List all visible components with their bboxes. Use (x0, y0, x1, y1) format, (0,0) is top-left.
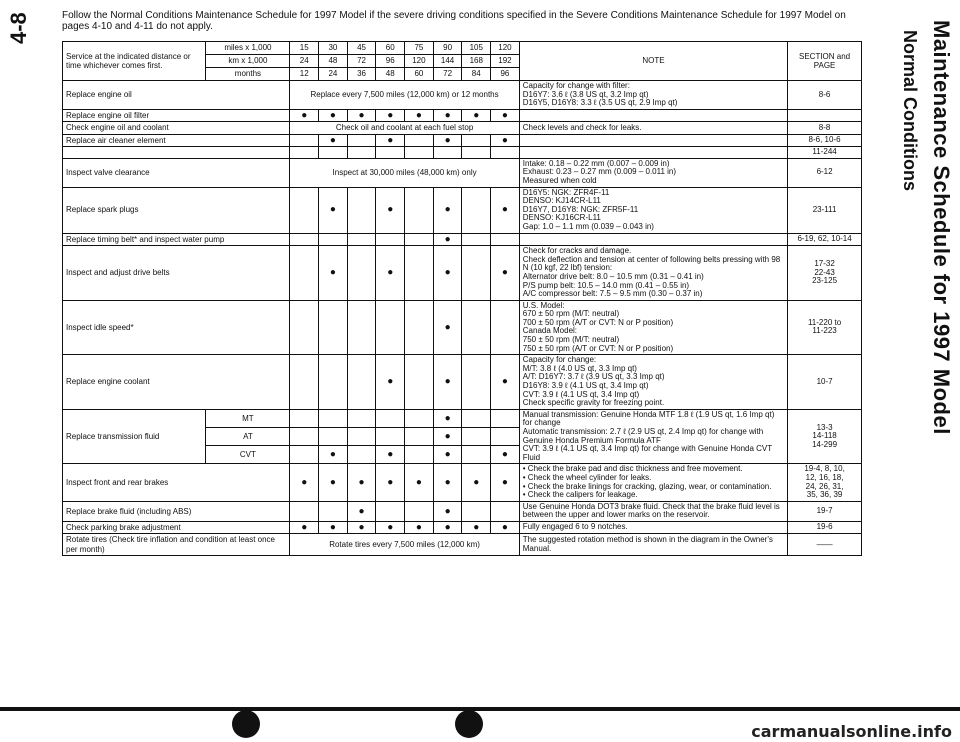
empty-cell (462, 233, 491, 246)
item-cell: Replace timing belt* and inspect water pump (63, 233, 290, 246)
empty-cell (376, 428, 405, 446)
km-cell: 120 (405, 55, 434, 68)
item-cell: Inspect front and rear brakes (63, 464, 290, 501)
service-dot: ● (376, 134, 405, 147)
item-cell: Inspect idle speed* (63, 300, 290, 355)
empty-cell (433, 147, 462, 159)
note-header: NOTE (519, 42, 787, 81)
empty-cell (491, 501, 520, 521)
service-dot: ● (462, 464, 491, 501)
miles-cell: 15 (290, 42, 319, 55)
service-dot: ● (376, 521, 405, 534)
empty-cell (462, 409, 491, 427)
service-dot: ● (433, 300, 462, 355)
interval-span: Inspect at 30,000 miles (48,000 km) only (290, 158, 519, 187)
item-cell: Check engine oil and coolant (63, 122, 290, 135)
note-cell: Capacity for change: M/T: 3.8 ℓ (4.0 US qt, 3.3 Imp qt) A/T: D16Y7: 3.7 ℓ (3.9 US qt, 3.3 Imp qt) D16Y8: 3.9 ℓ (4.1 US qt, 3.4 Imp qt) CVT: 3.9 ℓ (4.1 US qt, 3.4 Imp qt) Check specific gravity for freezing point. (519, 355, 787, 410)
empty-cell (462, 428, 491, 446)
service-dot: ● (347, 464, 376, 501)
empty-cell (405, 233, 434, 246)
empty-cell (319, 233, 348, 246)
empty-cell (319, 428, 348, 446)
service-dot: ● (491, 109, 520, 122)
schedule-row (63, 521, 862, 534)
service-dot: ● (319, 134, 348, 147)
service-dot: ● (405, 109, 434, 122)
schedule-row (63, 464, 862, 501)
note-cell: Use Genuine Honda DOT3 brake fluid. Check that the brake fluid level is between the upper and lower marks on the reservoir. (519, 501, 787, 521)
km-cell: 96 (376, 55, 405, 68)
page-number: 4-8 (6, 12, 31, 44)
page-cell: 10-7 (788, 355, 862, 410)
months-cell: 36 (347, 68, 376, 81)
empty-cell (319, 147, 348, 159)
empty-cell (290, 355, 319, 410)
schedule-row (63, 501, 862, 521)
empty-cell (347, 233, 376, 246)
service-dot: ● (433, 246, 462, 301)
months-cell: 48 (376, 68, 405, 81)
note-cell (519, 134, 787, 147)
service-dot: ● (376, 187, 405, 233)
maintenance-schedule-table (62, 41, 862, 556)
empty-cell (462, 355, 491, 410)
empty-cell (405, 134, 434, 147)
service-dot: ● (319, 187, 348, 233)
miles-label: miles x 1,000 (206, 42, 290, 55)
service-dot: ● (491, 134, 520, 147)
page-cell: 19-4, 8, 10, 12, 16, 18, 24, 26, 31, 35, 36, 39 (788, 464, 862, 501)
service-dot: ● (462, 521, 491, 534)
note-cell: • Check the brake pad and disc thickness and free movement. • Check the wheel cylinder for leaks. • Check the brake linings for cracking, glazing, wear, or contamination. • Check the calipers for leakage. (519, 464, 787, 501)
schedule-row (63, 187, 862, 233)
empty-cell (290, 147, 319, 159)
schedule-row (63, 355, 862, 410)
item-cell: Check parking brake adjustment (63, 521, 290, 534)
note-cell: Manual transmission: Genuine Honda MTF 1.8 ℓ (1.9 US qt, 1.6 Imp qt) for change Automatic transmission: 2.7 ℓ (2.9 US qt, 2.4 Imp qt) for change with Genuine Honda Premium Formula ATF CVT: 3.9 ℓ (4.1 US qt, 3.4 Imp qt) for change with Genuine Honda CVT Fluid (519, 409, 787, 464)
schedule-row (63, 147, 862, 159)
service-dot: ● (319, 464, 348, 501)
empty-cell (491, 300, 520, 355)
empty-cell (347, 147, 376, 159)
note-cell: Intake: 0.18 – 0.22 mm (0.007 – 0.009 in) Exhaust: 0.23 – 0.27 mm (0.009 – 0.011 in) Measured when cold (519, 158, 787, 187)
note-cell: Capacity for change with filter: D16Y7: 3.6 ℓ (3.8 US qt, 3.2 Imp qt) D16Y5, D16Y8: 3.3 ℓ (3.5 US qt, 2.9 Imp qt) (519, 81, 787, 110)
schedule-row (63, 122, 862, 135)
empty-cell (462, 501, 491, 521)
empty-cell (319, 501, 348, 521)
empty-cell (462, 134, 491, 147)
service-dot: ● (433, 187, 462, 233)
empty-cell (405, 446, 434, 464)
miles-cell: 75 (405, 42, 434, 55)
page-cell: 19-7 (788, 501, 862, 521)
service-dot: ● (405, 464, 434, 501)
page-cell: 11-220 to 11-223 (788, 300, 862, 355)
empty-cell (319, 300, 348, 355)
schedule-row (63, 233, 862, 246)
page-cell: 6-12 (788, 158, 862, 187)
page-cell: 8-8 (788, 122, 862, 135)
item-cell (63, 147, 290, 159)
empty-cell (491, 428, 520, 446)
item-cell: Inspect and adjust drive belts (63, 246, 290, 301)
months-cell: 84 (462, 68, 491, 81)
empty-cell (347, 428, 376, 446)
km-cell: 192 (491, 55, 520, 68)
service-dot: ● (433, 409, 462, 427)
note-cell: D16Y5: NGK: ZFR4F-11 DENSO: KJ14CR-L11 D16Y7, D16Y8: NGK: ZFR5F-11 DENSO: KJ16CR-L11 Gap: 1.0 – 1.1 mm (0.039 – 0.043 in) (519, 187, 787, 233)
service-dot: ● (376, 446, 405, 464)
service-dot: ● (319, 446, 348, 464)
binding-hole (455, 710, 483, 738)
miles-cell: 105 (462, 42, 491, 55)
km-cell: 72 (347, 55, 376, 68)
km-cell: 24 (290, 55, 319, 68)
empty-cell (405, 187, 434, 233)
miles-cell: 30 (319, 42, 348, 55)
bottom-rule (0, 707, 960, 711)
note-cell: Check levels and check for leaks. (519, 122, 787, 135)
page-cell: 6-19, 62, 10-14 (788, 233, 862, 246)
empty-cell (405, 147, 434, 159)
empty-cell (376, 501, 405, 521)
miles-cell: 90 (433, 42, 462, 55)
item-cell: Replace transmission fluid (63, 409, 206, 464)
empty-cell (347, 187, 376, 233)
empty-cell (405, 246, 434, 301)
empty-cell (347, 355, 376, 410)
note-cell (519, 147, 787, 159)
page-cell: 23-111 (788, 187, 862, 233)
item-cell: Replace engine oil filter (63, 109, 290, 122)
page-cell: 13-3 14-118 14-299 (788, 409, 862, 464)
empty-cell (405, 501, 434, 521)
side-title: Maintenance Schedule for 1997 Model (929, 20, 954, 435)
service-dot: ● (290, 464, 319, 501)
page-cell: 8-6, 10-6 (788, 134, 862, 147)
page-cell: 8-6 (788, 81, 862, 110)
empty-cell (290, 134, 319, 147)
note-cell: Check for cracks and damage. Check deflection and tension at center of following belts pressing with 98 N (10 kgf, 22 lbf) tension: Alternator drive belt: 8.0 – 10.5 mm (0.31 – 0.41 in) P/S pump belt: 10.5 – 14.0 mm (0.41 – 0.55 in) A/C compressor belt: 7.5 – 9.5 mm (0.30 – 0.37 in) (519, 246, 787, 301)
km-label: km x 1,000 (206, 55, 290, 68)
item-cell: Replace spark plugs (63, 187, 290, 233)
empty-cell (462, 147, 491, 159)
service-dot: ● (290, 109, 319, 122)
service-dot: ● (319, 109, 348, 122)
empty-cell (347, 246, 376, 301)
empty-cell (405, 300, 434, 355)
side-subtitle: Normal Conditions (900, 30, 920, 191)
service-dot: ● (433, 355, 462, 410)
months-cell: 96 (491, 68, 520, 81)
trans-type: AT (206, 428, 290, 446)
months-cell: 72 (433, 68, 462, 81)
km-cell: 168 (462, 55, 491, 68)
empty-cell (319, 409, 348, 427)
service-dot: ● (433, 134, 462, 147)
empty-cell (462, 446, 491, 464)
service-dot: ● (319, 246, 348, 301)
months-label: months (206, 68, 290, 81)
service-dot: ● (491, 521, 520, 534)
page-cell: 19-6 (788, 521, 862, 534)
schedule-row (63, 158, 862, 187)
service-dot: ● (491, 355, 520, 410)
interval-span: Check oil and coolant at each fuel stop (290, 122, 519, 135)
empty-cell (290, 501, 319, 521)
empty-cell (319, 355, 348, 410)
empty-cell (347, 446, 376, 464)
item-cell: Rotate tires (Check tire inflation and condition at least once per month) (63, 534, 290, 556)
service-dot: ● (433, 464, 462, 501)
note-cell: Fully engaged 6 to 9 notches. (519, 521, 787, 534)
empty-cell (376, 147, 405, 159)
service-dot: ● (319, 521, 348, 534)
schedule-row (63, 246, 862, 301)
watermark: carmanualsonline.info (751, 722, 952, 741)
service-dot: ● (376, 109, 405, 122)
service-dot: ● (347, 109, 376, 122)
empty-cell (290, 246, 319, 301)
schedule-row (63, 109, 862, 122)
service-dot: ● (376, 246, 405, 301)
item-cell: Replace air cleaner element (63, 134, 290, 147)
service-dot: ● (405, 521, 434, 534)
empty-cell (462, 300, 491, 355)
trans-type: MT (206, 409, 290, 427)
empty-cell (376, 409, 405, 427)
service-dot: ● (347, 501, 376, 521)
service-dot: ● (290, 521, 319, 534)
note-cell (519, 109, 787, 122)
service-dot: ● (433, 233, 462, 246)
months-cell: 60 (405, 68, 434, 81)
empty-cell (491, 233, 520, 246)
empty-cell (290, 409, 319, 427)
empty-cell (290, 300, 319, 355)
note-cell: The suggested rotation method is shown in the diagram in the Owner's Manual. (519, 534, 787, 556)
page-cell: 11-244 (788, 147, 862, 159)
empty-cell (405, 409, 434, 427)
section-header: SECTION and PAGE (788, 42, 862, 81)
empty-cell (347, 300, 376, 355)
service-dot: ● (433, 501, 462, 521)
binding-hole (232, 710, 260, 738)
empty-cell (376, 300, 405, 355)
empty-cell (347, 409, 376, 427)
miles-cell: 120 (491, 42, 520, 55)
interval-span: Replace every 7,500 miles (12,000 km) or 12 months (290, 81, 519, 110)
schedule-row (63, 134, 862, 147)
service-dot: ● (491, 446, 520, 464)
service-dot: ● (347, 521, 376, 534)
service-dot: ● (491, 187, 520, 233)
miles-cell: 45 (347, 42, 376, 55)
empty-cell (462, 187, 491, 233)
note-cell: U.S. Model: 670 ± 50 rpm (M/T: neutral) 700 ± 50 rpm (A/T or CVT: N or P position) Canada Model: 750 ± 50 rpm (M/T: neutral) 750 ± 50 rpm (A/T or CVT: N or P position) (519, 300, 787, 355)
note-cell (519, 233, 787, 246)
km-cell: 144 (433, 55, 462, 68)
service-dot: ● (462, 109, 491, 122)
empty-cell (290, 446, 319, 464)
page-cell: 17-32 22-43 23-125 (788, 246, 862, 301)
service-dot: ● (376, 355, 405, 410)
empty-cell (347, 134, 376, 147)
intro-text: Follow the Normal Conditions Maintenance Schedule for 1997 Model if the severe driving conditions specified in the Severe Conditions Maintenance Schedule for 1997 Model on pages 4-10 and 4-11 do not apply. (62, 10, 846, 32)
service-dot: ● (433, 109, 462, 122)
schedule-row (63, 81, 862, 110)
service-label: Service at the indicated distance or time whichever comes first. (63, 42, 206, 81)
months-cell: 24 (319, 68, 348, 81)
empty-cell (462, 246, 491, 301)
km-cell: 48 (319, 55, 348, 68)
item-cell: Replace brake fluid (including ABS) (63, 501, 290, 521)
item-cell: Replace engine oil (63, 81, 290, 110)
trans-type: CVT (206, 446, 290, 464)
item-cell: Replace engine coolant (63, 355, 290, 410)
schedule-row (63, 300, 862, 355)
months-cell: 12 (290, 68, 319, 81)
empty-cell (290, 233, 319, 246)
service-dot: ● (491, 246, 520, 301)
page-cell (788, 109, 862, 122)
schedule-row (63, 534, 862, 556)
interval-span: Rotate tires every 7,500 miles (12,000 km) (290, 534, 519, 556)
empty-cell (405, 355, 434, 410)
empty-cell (491, 409, 520, 427)
miles-cell: 60 (376, 42, 405, 55)
service-dot: ● (433, 428, 462, 446)
service-dot: ● (376, 464, 405, 501)
service-dot: ● (433, 521, 462, 534)
empty-cell (290, 428, 319, 446)
empty-cell (405, 428, 434, 446)
item-cell: Inspect valve clearance (63, 158, 290, 187)
empty-cell (376, 233, 405, 246)
empty-cell (290, 187, 319, 233)
page-cell: —— (788, 534, 862, 556)
service-dot: ● (491, 464, 520, 501)
service-dot: ● (433, 446, 462, 464)
empty-cell (491, 147, 520, 159)
